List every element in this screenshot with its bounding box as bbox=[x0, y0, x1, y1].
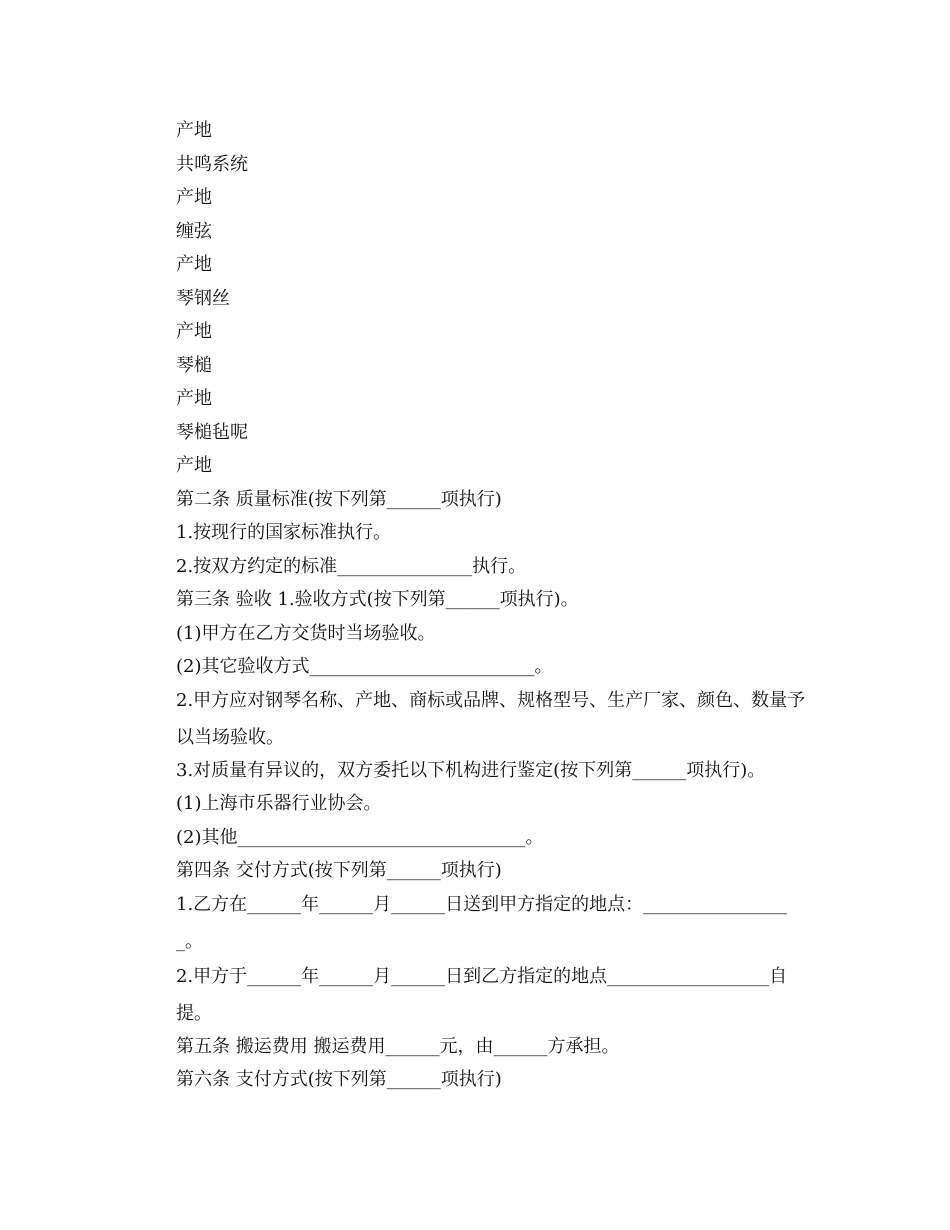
text-line: 琴槌毡呢 bbox=[176, 421, 248, 443]
text-line: 共鸣系统 bbox=[176, 153, 248, 175]
text-line: 产地 bbox=[176, 254, 212, 275]
text-paragraph: 2.甲方于______年______月______日到乙方指定的地点__________________自提。 bbox=[176, 965, 788, 1024]
text-line: (2)其它验收方式_________________________。 bbox=[176, 656, 553, 677]
text-line: 琴槌 bbox=[176, 354, 212, 376]
text-line: 产地 bbox=[176, 187, 212, 208]
text-paragraph: 2.甲方应对钢琴名称、产地、商标或品牌、规格型号、生产厂家、颜色、数量予以当场验收。 bbox=[176, 689, 806, 748]
text-line: (1)甲方在乙方交货时当场验收。 bbox=[176, 622, 436, 644]
article-heading-4: 第四条 交付方式(按下列第______项执行) bbox=[176, 860, 502, 881]
text-line: 产地 bbox=[176, 388, 212, 409]
article-heading-6: 第六条 支付方式(按下列第______项执行) bbox=[176, 1069, 502, 1090]
document-body bbox=[138, 114, 814, 1097]
text-line: 产地 bbox=[176, 321, 212, 342]
text-line: 缠弦 bbox=[176, 220, 212, 242]
text-line: 琴钢丝 bbox=[176, 287, 230, 309]
text-line: 2.按双方约定的标准_______________执行。 bbox=[176, 555, 527, 577]
article-heading-5: 第五条 搬运费用 搬运费用______元，由______方承担。 bbox=[176, 1035, 620, 1057]
article-heading-2: 第二条 质量标准(按下列第______项执行) bbox=[176, 488, 502, 510]
text-line: (2)其他________________________________。 bbox=[176, 826, 544, 848]
text-line: 3.对质量有异议的，双方委托以下机构进行鉴定(按下列第______项执行)。 bbox=[176, 759, 766, 781]
text-line: 1.按现行的国家标准执行。 bbox=[176, 522, 392, 543]
text-line: (1)上海市乐器行业协会。 bbox=[176, 793, 382, 814]
text-line: 产地 bbox=[176, 455, 212, 476]
text-paragraph: 1.乙方在______年______月______日送到甲方指定的地点：_________________。 bbox=[176, 893, 788, 952]
article-heading-3: 第三条 验收 1.验收方式(按下列第______项执行)。 bbox=[176, 589, 579, 610]
text-line: 产地 bbox=[176, 120, 212, 141]
